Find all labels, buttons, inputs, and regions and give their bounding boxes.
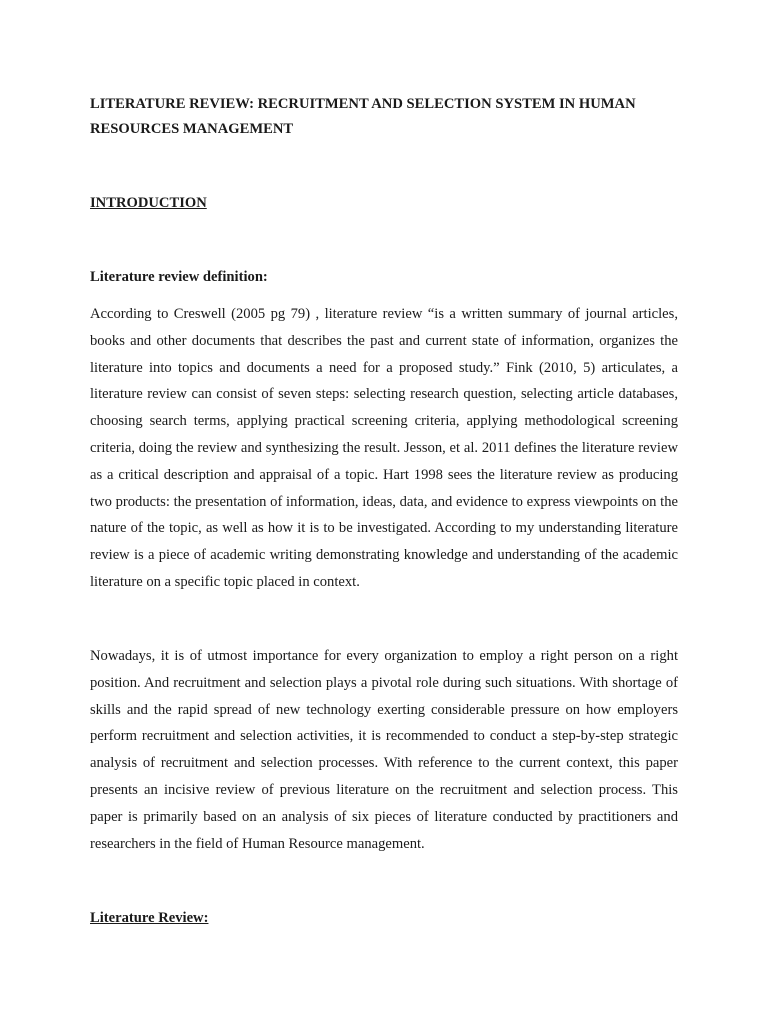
introduction-heading: INTRODUCTION <box>90 195 207 211</box>
document-title: LITERATURE REVIEW: RECRUITMENT AND SELECTION SYSTEM IN HUMAN RESOURCES MANAGEMENT <box>90 96 636 137</box>
paragraph-definition: According to Creswell (2005 pg 79) , literature review “is a written summary of journal articles, books and other documents that describes the past and current state of information, organizes the literature into topics and documents a need for a proposed study.” Fink (2010, 5) articulates, a literature review can consist of seven steps: selecting research question, selecting article databases, choosing search terms, applying practical screening criteria, applying methodological screening criteria, doing the review and synthesizing the result. Jesson, et al. 2011 defines the literature review as a critical description and appraisal of a topic. Hart 1998 sees the literature review as producing two products: the presentation of information, ideas, data, and evidence to express viewpoints on the nature of the topic, as well as how it is to be investigated. According to my understanding literature review is a piece of academic writing demonstrating knowledge and understanding of the academic literature on a specific topic placed in context. <box>90 306 678 590</box>
definition-heading: Literature review definition: <box>90 269 268 285</box>
paragraph-nowadays: Nowadays, it is of utmost importance for every organization to employ a right person on a right position. And recruitment and selection plays a pivotal role during such situations. With shortage of skills and the rapid spread of new technology exerting considerable pressure on how employers perform recruitment and selection activities, it is recommended to conduct a step-by-step strategic analysis of recruitment and selection processes. With reference to the current context, this paper presents an incisive review of previous literature on the recruitment and selection process. This paper is primarily based on an analysis of six pieces of literature conducted by practitioners and researchers in the field of Human Resource management. <box>90 648 678 852</box>
literature-review-heading: Literature Review: <box>90 910 209 926</box>
